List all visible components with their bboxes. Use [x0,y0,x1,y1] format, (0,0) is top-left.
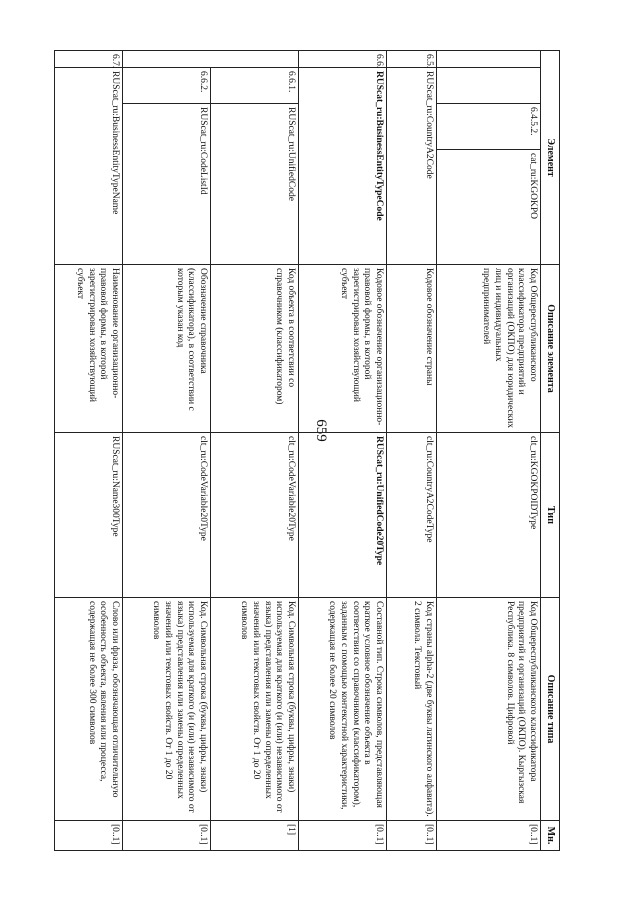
indent-cell [210,51,298,68]
element-type: RUScat_ru:Name300Type [54,433,122,598]
row-number: 6.6. [298,51,386,68]
page-number: 659 [312,419,329,442]
table-row [54,51,122,851]
element-type: clt_ru:CodeVariable20Type [210,433,298,598]
element-name: RUScat_ru:BusinessEntityTypeName [54,68,122,265]
multiplicity: [0..1] [436,821,540,851]
type-description: Слово или фраза, обозначающая отличительную особенность объекта, явления или процесса, содержащая не более 300 символов [54,598,122,821]
element-name: RUScat_ru:UnifiedCode [210,104,298,265]
element-description: Кодовое обозначение организационно-правовой формы, в которой зарегистрирован хозяйствующий субъект [298,265,386,433]
indent-cell [436,68,540,104]
type-description: Код. Символьная строка (буквы, цифры, знаки) используемая для краткого (и (или) независимого от языка) представления или замены определенных значений или текстовых свойств. От 1 до 20 символов [122,598,210,821]
element-description: Код объекта в соответсвии со справочником (классификатором) [210,265,298,433]
table-row [210,51,298,851]
multiplicity: [0..1] [298,821,386,851]
multiplicity: [0..1] [122,821,210,851]
row-number: 6.6.1. [210,68,298,104]
multiplicity: [1] [210,821,298,851]
element-type: clt_ru:CountryA2CodeType [386,433,436,598]
header-type-description: Описание типа [540,598,559,821]
element-name: RUScat_ru:BusinessEntityTypeCode [298,68,386,265]
element-name: cat_ru:KGOKPO [436,150,540,265]
table-row [386,51,436,851]
row-number: 6.5. [386,51,436,68]
multiplicity: [0..1] [386,821,436,851]
type-description: Составной тип. Строка символов, представляющая краткое условное обозначение объекта в соответствии со справочником (классификатором), заданным с помощью контекстной характеристики, содержащая не более 20 символов [298,598,386,821]
element-type: clt_ru:CodeVariable20Type [122,433,210,598]
data-table [54,50,560,851]
type-description: Код Общереспубликанского классификатора предприятий и организаций (ОКПО). Кыргызская Республика. 8 символов. Цифровой [436,598,540,821]
element-description: Кодовое обозначение страны [386,265,436,433]
rotated-table-container [65,50,560,850]
row-number: 6.7. [54,51,122,68]
header-element: Элемент [540,51,559,265]
type-description: Код. Символьная строка (буквы, цифры, знаки) используемая для краткого (и (или) независимого от языка) представления или замены определенных значений или текстовых свойств. От 1 до 20 символов [210,598,298,821]
type-description: Код страны alpha-2 (две буквы латинского алфавита). 2 символа. Текстовый [386,598,436,821]
table-row [436,51,540,851]
element-name: RUScat_ru:CountryA2Code [386,68,436,265]
element-name: RUScat_ru:CodeListId [122,104,210,265]
header-row [540,51,559,851]
multiplicity: [0..1] [54,821,122,851]
element-type: clt_ru:KGOKPOIDType [436,433,540,598]
element-description: Код Общереспубликанского классификатора предприятий и организаций (ОКПО) для юридических лиц и индивидуальных предпринимателей [436,265,540,433]
table-row [122,51,210,851]
table-row [298,51,386,851]
header-type: Тип [540,433,559,598]
element-type: RUScat_ru:UnifiedCode20Type [298,433,386,598]
indent-cell [436,51,540,68]
header-multiplicity: Мн. [540,821,559,851]
indent-cell [122,51,210,68]
element-description: Обозначение справочника (классификатора), в соответствии с которым указан код [122,265,210,433]
header-element-description: Описание элемента [540,265,559,433]
element-description: Наименование организационно-правовой формы, в которой зарегистрирован хозяйствующий субъект [54,265,122,433]
row-number: 6.4.5.2. [436,104,540,150]
row-number: 6.6.2. [122,68,210,104]
